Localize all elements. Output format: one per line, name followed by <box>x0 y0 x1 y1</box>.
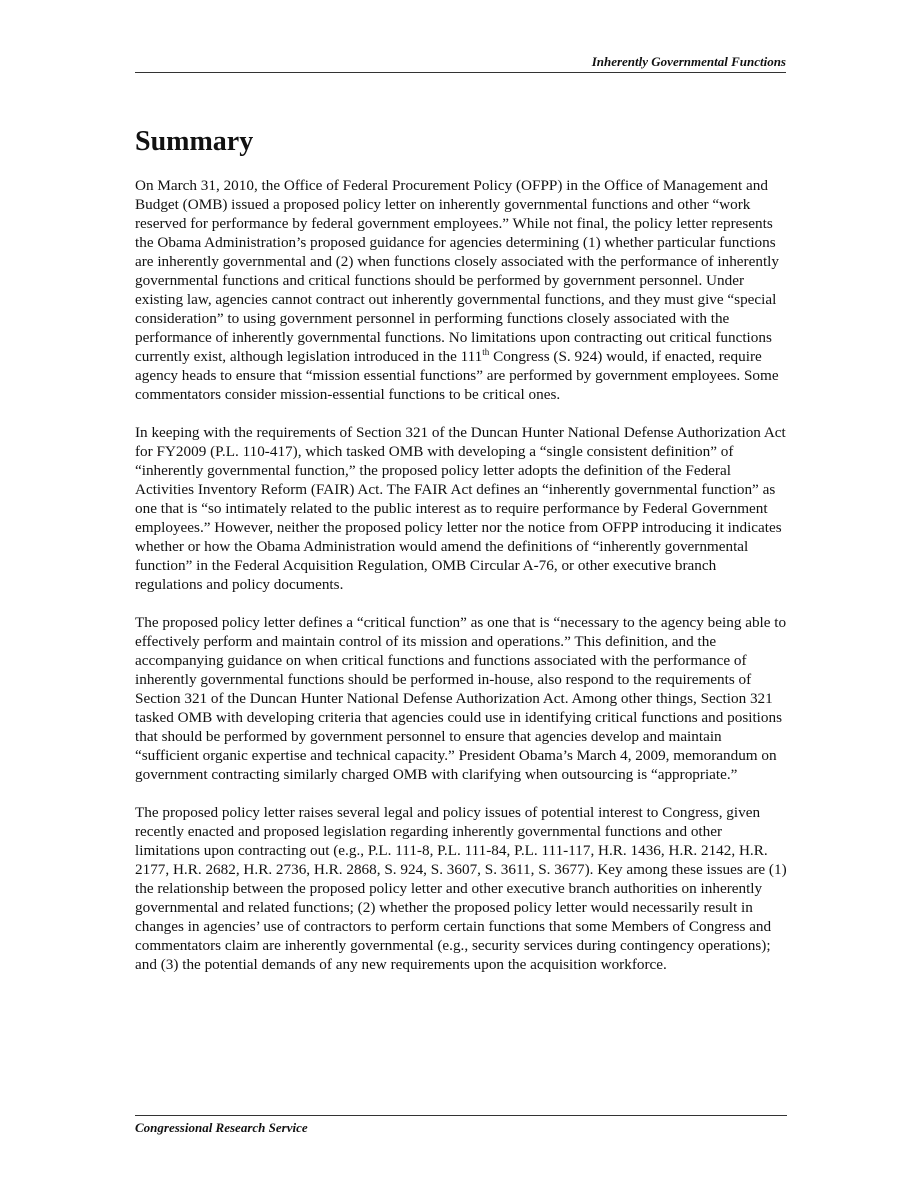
summary-paragraph-1 <box>135 176 787 404</box>
running-header <box>135 54 786 73</box>
page-title: Summary <box>135 126 254 157</box>
summary-paragraph-4: The proposed policy letter raises several legal and policy issues of potential interest to Congress, given recently enacted and proposed legislation regarding inherently governmental functions and other limitations upon contracting out (e.g., P.L. 111-8, P.L. 111-84, P.L. 111-117, H.R. 1436, H.R. 2142, H.R. 2177, H.R. 2682, H.R. 2736, H.R. 2868, S. 924, S. 3607, S. 3611, S. 3677). Key among these issues are (1) the relationship between the proposed policy letter and other executive branch authorities on inherently governmental and related functions; (2) whether the proposed policy letter would necessarily result in changes in agencies’ use of contractors to perform certain functions that some Members of Congress and commentators claim are inherently governmental (e.g., security services during contingency operations); and (3) the potential demands of any new requirements upon the acquisition workforce. <box>135 804 787 973</box>
summary-body <box>135 176 787 993</box>
summary-paragraph-3: The proposed policy letter defines a “critical function” as one that is “necessary to the agency being able to effectively perform and maintain control of its mission and operations.” This definition, and the accompanying guidance on when critical functions and functions associated with the performance of inherently governmental functions should be performed in-house, also respond to the requirements of Section 321 of the Duncan Hunter National Defense Authorization Act. Among other things, Section 321 tasked OMB with developing criteria that agencies could use in identifying critical functions and positions that should be performed by government personnel to ensure that agencies develop and maintain “sufficient organic expertise and technical capacity.” President Obama’s March 4, 2009, memorandum on government contracting similarly charged OMB with clarifying when outsourcing is “appropriate.” <box>135 614 787 783</box>
ordinal-superscript: th <box>482 346 490 357</box>
running-footer: Congressional Research Service <box>135 1120 308 1135</box>
running-header-title: Inherently Governmental Functions <box>591 54 786 69</box>
paragraph-1-text-a: On March 31, 2010, the Office of Federal Procurement Policy (OFPP) in the Office of Management and Budget (OMB) issued a proposed policy letter on inherently governmental functions and other “work reserved for performance by federal government employees.” While not final, the policy letter represents the Obama Administration’s proposed guidance for agencies determining (1) whether particular functions are inherently governmental and (2) when functions closely associated with the performance of inherently governmental functions and critical functions should be performed by government personnel. Under existing law, agencies cannot contract out inherently governmental functions, and they must give “special consideration” to using government personnel in performing functions closely associated with the performance of inherently governmental functions. No limitations upon contracting out critical functions currently exist, although legislation introduced in the 111 <box>135 177 779 365</box>
paragraph-1-text-b: Congress (S. 924) would, if enacted, require agency heads to ensure that “mission essential functions” are performed by government employees. Some commentators consider mission-essential functions to be critical ones. <box>135 348 779 403</box>
footer-divider <box>135 1115 787 1116</box>
summary-paragraph-2: In keeping with the requirements of Section 321 of the Duncan Hunter National Defense Authorization Act for FY2009 (P.L. 110-417), which tasked OMB with developing a “single consistent definition” of “inherently governmental function,” the proposed policy letter adopts the definition of the Federal Activities Inventory Reform (FAIR) Act. The FAIR Act defines an “inherently governmental function” as one that is “so intimately related to the public interest as to require performance by Federal Government employees.” However, neither the proposed policy letter nor the notice from OFPP introducing it indicates whether or how the Obama Administration would amend the definitions of “inherently governmental function” in the Federal Acquisition Regulation, OMB Circular A-76, or other executive branch regulations and policy documents. <box>135 424 786 593</box>
